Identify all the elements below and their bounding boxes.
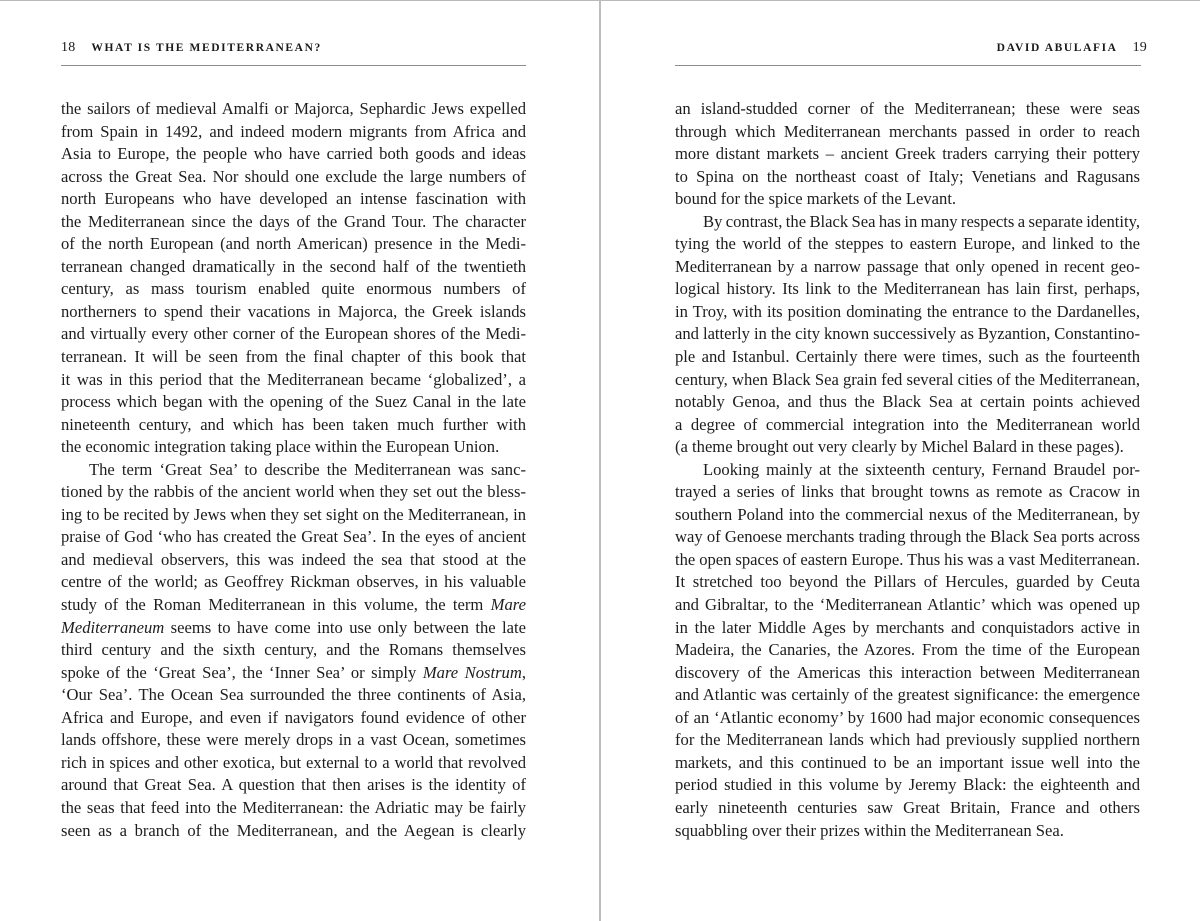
italic-term: Mare xyxy=(490,595,526,615)
right-header-rule xyxy=(675,65,1141,66)
text-line: By contrast, the Black Sea has in many respects a separate identity, xyxy=(703,211,1140,231)
text-line: century, as mass tourism enabled quite enormous numbers of xyxy=(61,279,526,299)
text-line: the open spaces of eastern Europe. Thus his was a vast Mediterranean. xyxy=(675,549,1140,569)
left-header-rule xyxy=(61,65,526,66)
text-line: and Atlantic was certainly of the greatest significance: the emergence xyxy=(675,685,1140,705)
text-run: study of the Roman Mediterranean in this volume, the term xyxy=(61,595,491,615)
text-line: squabbling over their prizes within the Mediterranean Sea. xyxy=(675,820,1064,840)
text-line: trayed a series of links that brought towns as remote as Cracow in xyxy=(675,482,1140,502)
text-line: of an ‘Atlantic economy’ by 1600 had major economic consequences xyxy=(675,707,1140,727)
text-line: and Gibraltar, to the ‘Mediterranean Atlantic’ which was opened up xyxy=(675,595,1140,615)
text-line: more distant markets – ancient Greek traders carrying their pottery xyxy=(675,144,1140,164)
italic-term: Mare Nostrum xyxy=(422,662,522,682)
italic-term: Mediterraneum xyxy=(61,617,165,637)
text-line: the seas that feed into the Mediterranean: the Adriatic may be fairly xyxy=(61,797,526,817)
text-line: a degree of commercial integration into the Mediterranean world xyxy=(675,414,1140,434)
text-line: in Troy, with its position dominating the entrance to the Dardanelles, xyxy=(675,301,1140,321)
right-page xyxy=(601,0,1200,921)
text-line: Mediterranean by a narrow passage that only opened in recent geo- xyxy=(675,256,1140,276)
text-line: Asia to Europe, the people who have carried both goods and ideas xyxy=(61,144,526,164)
text-line: way of Genoese merchants trading through the Black Sea ports across xyxy=(675,527,1140,547)
text-run: spoke of the ‘Great Sea’, the ‘Inner Sea’ or simply xyxy=(61,662,423,682)
text-line: Looking mainly at the sixteenth century, Fernand Braudel por- xyxy=(703,459,1140,479)
text-line: discovery of the Americas this interaction between Mediterranean xyxy=(675,662,1140,682)
text-line: praise of God ‘who has created the Great Sea’. In the eyes of ancient xyxy=(61,527,526,547)
text-line: for the Mediterranean lands which had previously supplied northern xyxy=(675,730,1140,750)
text-line: in the later Middle Ages by merchants and conquistadors active in xyxy=(675,617,1140,637)
text-line: logical history. Its link to the Mediterranean has lain first, perhaps, xyxy=(675,279,1140,299)
text-line: northerners to spend their vacations in Majorca, the Greek islands xyxy=(61,301,526,321)
text-line: to Spina on the northeast coast of Italy; Venetians and Ragusans xyxy=(675,166,1140,186)
text-line: nineteenth century, and which has been taken much further with xyxy=(61,414,526,434)
text-line: Africa and Europe, and even if navigators found evidence of other xyxy=(61,707,526,727)
text-line: notably Genoa, and thus the Black Sea at certain points achieved xyxy=(675,392,1140,412)
text-line: century, when Black Sea grain fed several cities of the Mediterranean, xyxy=(675,369,1140,389)
text-line: and medieval observers, this was indeed the sea that stood at the xyxy=(61,549,526,569)
text-run: , xyxy=(521,662,526,682)
right-running-title: DAVID ABULAFIA xyxy=(996,42,1118,54)
text-line: It stretched too beyond the Pillars of Hercules, guarded by Ceuta xyxy=(675,572,1140,592)
text-line xyxy=(61,594,526,617)
left-page xyxy=(0,0,599,921)
text-line: rich in spices and other exotica, but external to a world that revolved xyxy=(61,752,526,772)
left-running-title: WHAT IS THE MEDITERRANEAN? xyxy=(91,42,322,54)
text-line xyxy=(61,662,526,685)
text-line: around that Great Sea. A question that then arises is the identity of xyxy=(61,775,526,795)
text-line: and latterly in the city known successively as Byzantion, Constantino- xyxy=(675,324,1140,344)
text-line: it was in this period that the Mediterranean became ‘globalized’, a xyxy=(61,369,526,389)
text-line: the sailors of medieval Amalfi or Majorca, Sephardic Jews expelled xyxy=(61,99,526,118)
text-line: the economic integration taking place within the European Union. xyxy=(61,437,500,457)
text-run: seems to have come into use only between the late xyxy=(164,617,526,637)
text-line: tioned by the rabbis of the ancient world when they set out the bless- xyxy=(61,482,526,502)
text-line: third century and the sixth century, and the Romans themselves xyxy=(61,640,526,660)
text-line: terranean changed dramatically in the second half of the twentieth xyxy=(61,256,526,276)
text-line: north Europeans who have developed an intense fascination with xyxy=(61,189,526,209)
text-line: centre of the world; as Geoffrey Rickman observes, in his valuable xyxy=(61,572,526,592)
left-page-number: 18 xyxy=(61,40,76,55)
text-line: and virtually every other corner of the European shores of the Medi- xyxy=(61,324,526,344)
text-line: markets, and this continued to be an important issue well into the xyxy=(675,752,1140,772)
text-line: across the Great Sea. Nor should one exclude the large numbers of xyxy=(61,166,526,186)
text-line: Madeira, the Canaries, the Azores. From the time of the European xyxy=(675,640,1140,660)
text-line: period studied in this volume by Jeremy Black: the eighteenth and xyxy=(675,775,1140,795)
text-line: from Spain in 1492, and indeed modern migrants from Africa and xyxy=(61,121,526,141)
right-page-number: 19 xyxy=(1132,40,1147,55)
text-line: lands offshore, these were merely drops in a vast Ocean, sometimes xyxy=(61,730,526,750)
text-line: bound for the spice markets of the Levant. xyxy=(675,189,957,209)
text-line xyxy=(61,617,526,640)
text-line: through which Mediterranean merchants passed in order to reach xyxy=(675,121,1140,141)
left-running-head xyxy=(61,38,322,56)
text-line: early nineteenth centuries saw Great Britain, France and others xyxy=(675,797,1140,817)
right-body-text xyxy=(675,98,1140,842)
text-line: seen as a branch of the Mediterranean, and the Aegean is clearly xyxy=(61,820,526,840)
text-line: tying the world of the steppes to eastern Europe, and linked to the xyxy=(675,234,1140,254)
right-running-head xyxy=(997,38,1147,56)
text-line: of the north European (and north American) presence in the Medi- xyxy=(61,234,526,254)
text-line: southern Poland into the commercial nexus of the Mediterranean, by xyxy=(675,504,1140,524)
text-line: (a theme brought out very clearly by Michel Balard in these pages). xyxy=(675,437,1124,457)
left-body-text xyxy=(61,98,526,842)
text-line: terranean. It will be seen from the final chapter of this book that xyxy=(61,347,526,367)
text-line: the Mediterranean since the days of the Grand Tour. The character xyxy=(61,211,526,231)
text-line: ‘Our Sea’. The Ocean Sea surrounded the three continents of Asia, xyxy=(61,685,526,705)
text-line: an island-studded corner of the Mediterranean; these were seas xyxy=(675,99,1140,118)
text-line: ple and Istanbul. Certainly there were times, such as the fourteenth xyxy=(675,347,1140,367)
text-line: The term ‘Great Sea’ to describe the Mediterranean was sanc- xyxy=(89,459,526,479)
text-line: ing to be recited by Jews when they set sight on the Mediterranean, in xyxy=(61,504,526,524)
text-line: process which began with the opening of the Suez Canal in the late xyxy=(61,392,526,412)
